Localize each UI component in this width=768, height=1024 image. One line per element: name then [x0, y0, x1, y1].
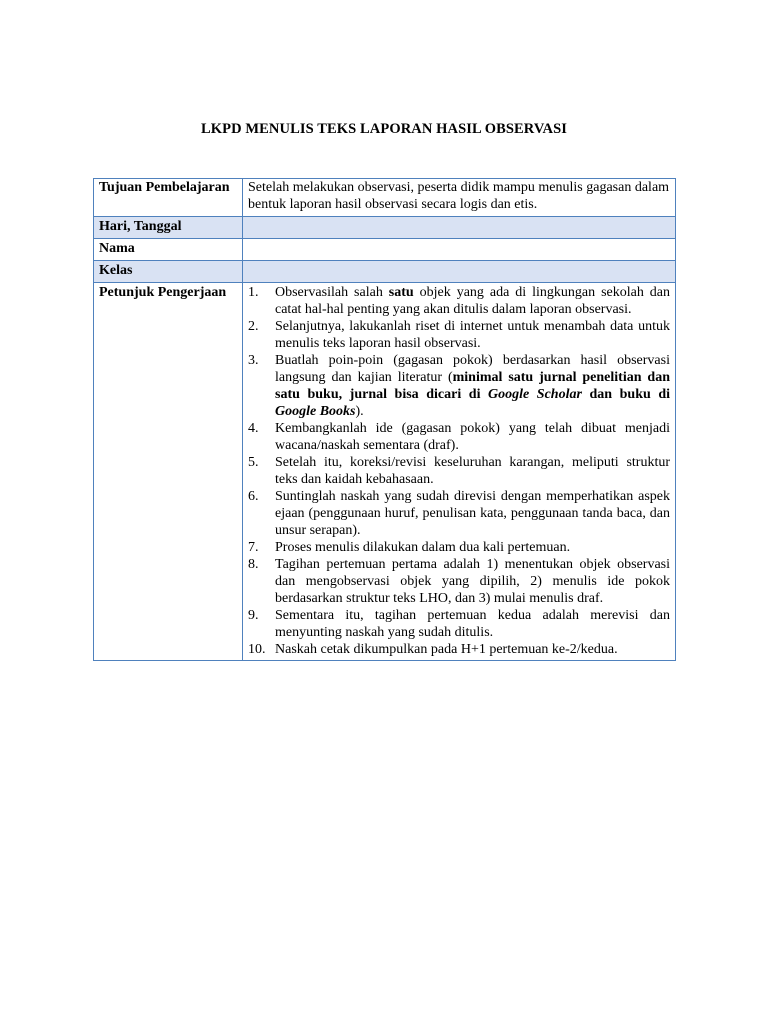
- step-text: Naskah cetak dikumpulkan pada H+1 pertemuan ke-2/kedua.: [275, 642, 618, 657]
- tujuan-label: Tujuan Pembelajaran: [94, 179, 243, 217]
- step-number: 8.: [248, 557, 259, 572]
- hari-tanggal-label: Hari, Tanggal: [94, 217, 243, 239]
- step-number: 9.: [248, 608, 259, 623]
- step-number: 3.: [248, 353, 259, 368]
- step-text: Proses menulis dilakukan dalam dua kali pertemuan.: [275, 540, 571, 555]
- row-nama: [94, 239, 676, 261]
- nama-label: Nama: [94, 239, 243, 261]
- step-number: 5.: [248, 455, 259, 470]
- step-text: Selanjutnya, lakukanlah riset di internet untuk menambah data untuk menulis teks laporan hasil observasi.: [275, 319, 670, 351]
- step-text: [275, 352, 670, 420]
- google-books-text: Google Books: [275, 404, 356, 419]
- step-item-3: [248, 352, 670, 420]
- step-text-part: ).: [355, 404, 364, 419]
- step-text: Suntinglah naskah yang sudah direvisi dengan memperhatikan aspek ejaan (penggunaan huruf, penulisan kata, penggunaan tanda baca, dan unsur serapan).: [275, 489, 670, 538]
- step-item-6: [248, 488, 670, 539]
- step-number: 6.: [248, 489, 259, 504]
- step-text-bold: dan buku di: [581, 387, 671, 402]
- row-kelas: [94, 261, 676, 283]
- kelas-field[interactable]: [243, 261, 676, 283]
- step-text: Sementara itu, tagihan pertemuan kedua adalah merevisi dan menyunting naskah yang sudah ditulis.: [275, 608, 670, 640]
- petunjuk-steps-list: [248, 284, 670, 658]
- step-item-10: [248, 641, 670, 658]
- row-tujuan-pembelajaran: [94, 179, 676, 217]
- step-item-9: [248, 607, 670, 641]
- nama-field[interactable]: [243, 239, 676, 261]
- document-title: LKPD MENULIS TEKS LAPORAN HASIL OBSERVASI: [200, 121, 568, 137]
- step-text-bold: satu: [388, 285, 414, 300]
- step-text-part: objek yang ada di lingkungan sekolah dan catat hal-hal penting yang akan ditulis dalam laporan observasi.: [275, 285, 671, 317]
- step-item-4: [248, 420, 670, 454]
- petunjuk-steps-cell: [243, 283, 676, 661]
- step-text: Kembangkanlah ide (gagasan pokok) yang telah dibuat menjadi wacana/naskah sementara (draf).: [275, 421, 670, 453]
- step-number: 7.: [248, 540, 259, 555]
- step-text: [275, 284, 670, 318]
- kelas-label: Kelas: [94, 261, 243, 283]
- step-item-8: [248, 556, 670, 607]
- lkpd-table: [93, 178, 676, 661]
- step-number: 1.: [248, 285, 259, 300]
- step-number: 10.: [248, 642, 266, 657]
- step-item-5: [248, 454, 670, 488]
- step-text: Setelah itu, koreksi/revisi keseluruhan karangan, meliputi struktur teks dan kaidah kebahasaan.: [275, 455, 670, 487]
- tujuan-text: Setelah melakukan observasi, peserta didik mampu menulis gagasan dalam bentuk laporan hasil observasi secara logis dan etis.: [243, 179, 676, 217]
- step-text-part: Buatlah poin-poin (gagasan pokok) berdasarkan hasil observasi langsung dan kajian literatur (: [275, 353, 670, 385]
- step-item-1: [248, 284, 670, 318]
- step-item-7: [248, 539, 670, 556]
- step-text-part: Observasilah salah: [275, 285, 389, 300]
- step-number: 2.: [248, 319, 259, 334]
- row-hari-tanggal: [94, 217, 676, 239]
- google-scholar-text: Google Scholar: [488, 387, 582, 402]
- step-number: 4.: [248, 421, 259, 436]
- petunjuk-label: Petunjuk Pengerjaan: [94, 283, 243, 661]
- step-text-bold: minimal satu jurnal penelitian dan satu buku, jurnal bisa dicari di: [275, 370, 670, 402]
- row-petunjuk-pengerjaan: [94, 283, 676, 661]
- step-item-2: [248, 318, 670, 352]
- hari-tanggal-field[interactable]: [243, 217, 676, 239]
- step-text: Tagihan pertemuan pertama adalah 1) menentukan objek observasi dan mengobservasi objek yang dipilih, 2) menulis ide pokok berdasarkan struktur teks LHO, dan 3) mulai menulis draf.: [275, 557, 670, 606]
